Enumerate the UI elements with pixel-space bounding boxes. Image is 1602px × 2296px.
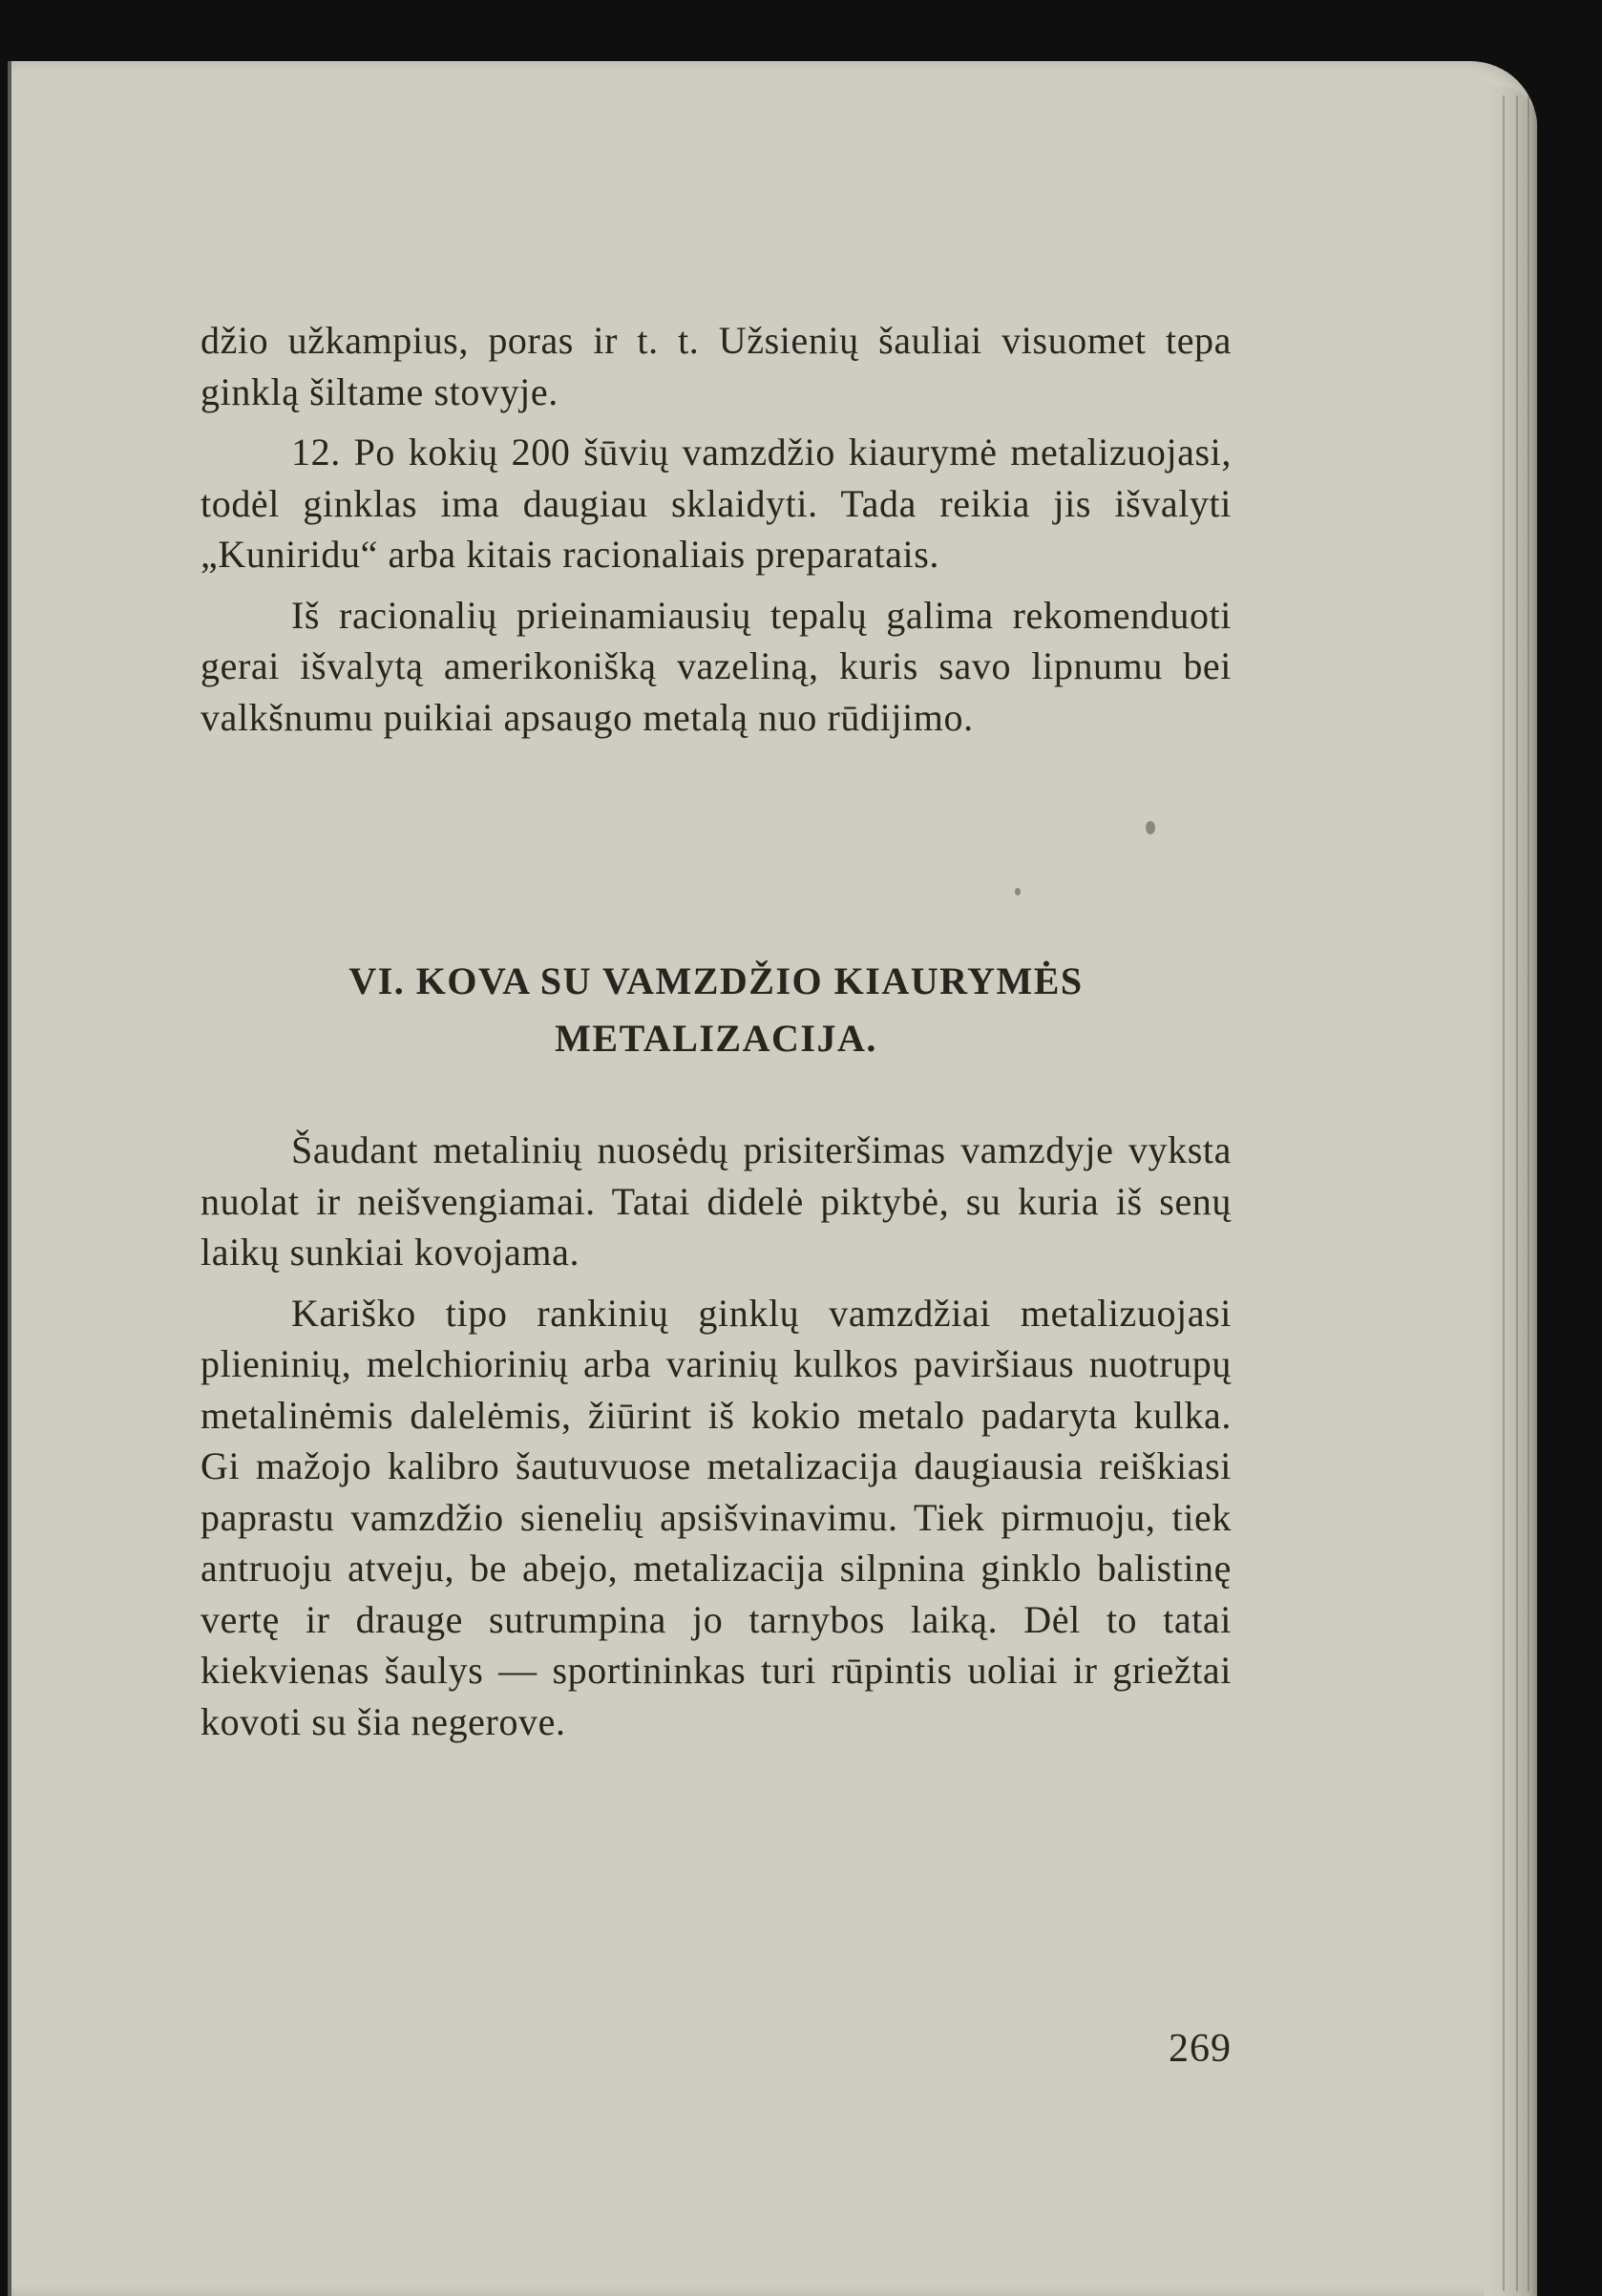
section-heading-line-2: METALIZACIJA. xyxy=(555,1017,877,1060)
page-edge-line xyxy=(1503,95,1505,2291)
paragraph-1: džio užkampius, poras ir t. t. Užsienių šauliai visuomet tepa ginklą šiltame stovyje. xyxy=(200,319,1232,413)
paragraph-3: Iš racionalių prieinamiausių tepalų galima rekomenduoti gerai išvalytą amerikonišką vazeliną, kuris savo lipnumu bei valkšnumu puikiai apsaugo metalą nuo rūdijimo. xyxy=(200,593,1232,739)
section-heading-line-1: VI. KOVA SU VAMZDŽIO KIAURYMĖS xyxy=(348,959,1084,1002)
paragraph-4: Šaudant metalinių nuosėdų prisiteršimas vamzdyje vyksta nuolat ir neišvengiamai. Tatai didelė piktybė, su kuria iš senų laikų sunkiai kovojama. xyxy=(200,1128,1232,1274)
page-number: 269 xyxy=(1169,2027,1232,2071)
section-heading xyxy=(200,953,1232,1067)
paragraph-5: Kariško tipo rankinių ginklų vamzdžiai metalizuojasi plieninių, melchiorinių arba varinių kulkos paviršiaus nuotrupų metalinėmis dalelėmis, žiūrint iš kokio metalo padaryta kulka. Gi mažojo kalibro šautuvuose metalizacija daugiausia reiškiasi paprastu vamzdžio sienelių apsišvinavimu. Tiek pirmuoju, tiek antruoju atveju, be abejo, metalizacija silpnina ginklo balistinę vertę ir drauge sutrumpina jo tarnybos laiką. Dėl to tatai kiekvienas šaulys — sportininkas turi rūpintis uoliai ir griežtai kovoti su šia negerove. xyxy=(200,1291,1232,1743)
page-edge-line xyxy=(1528,95,1529,2291)
paragraph-2: 12. Po kokių 200 šūvių vamzdžio kiaurymė metalizuojasi, todėl ginklas ima daugiau sklaidyti. Tada reikia jis išvalyti „Kuniridu“ arba kitais racionaliais preparatais. xyxy=(200,431,1232,576)
binding-edge xyxy=(8,61,11,2296)
page-edge-line xyxy=(1516,95,1518,2291)
body-text xyxy=(200,315,1232,1757)
